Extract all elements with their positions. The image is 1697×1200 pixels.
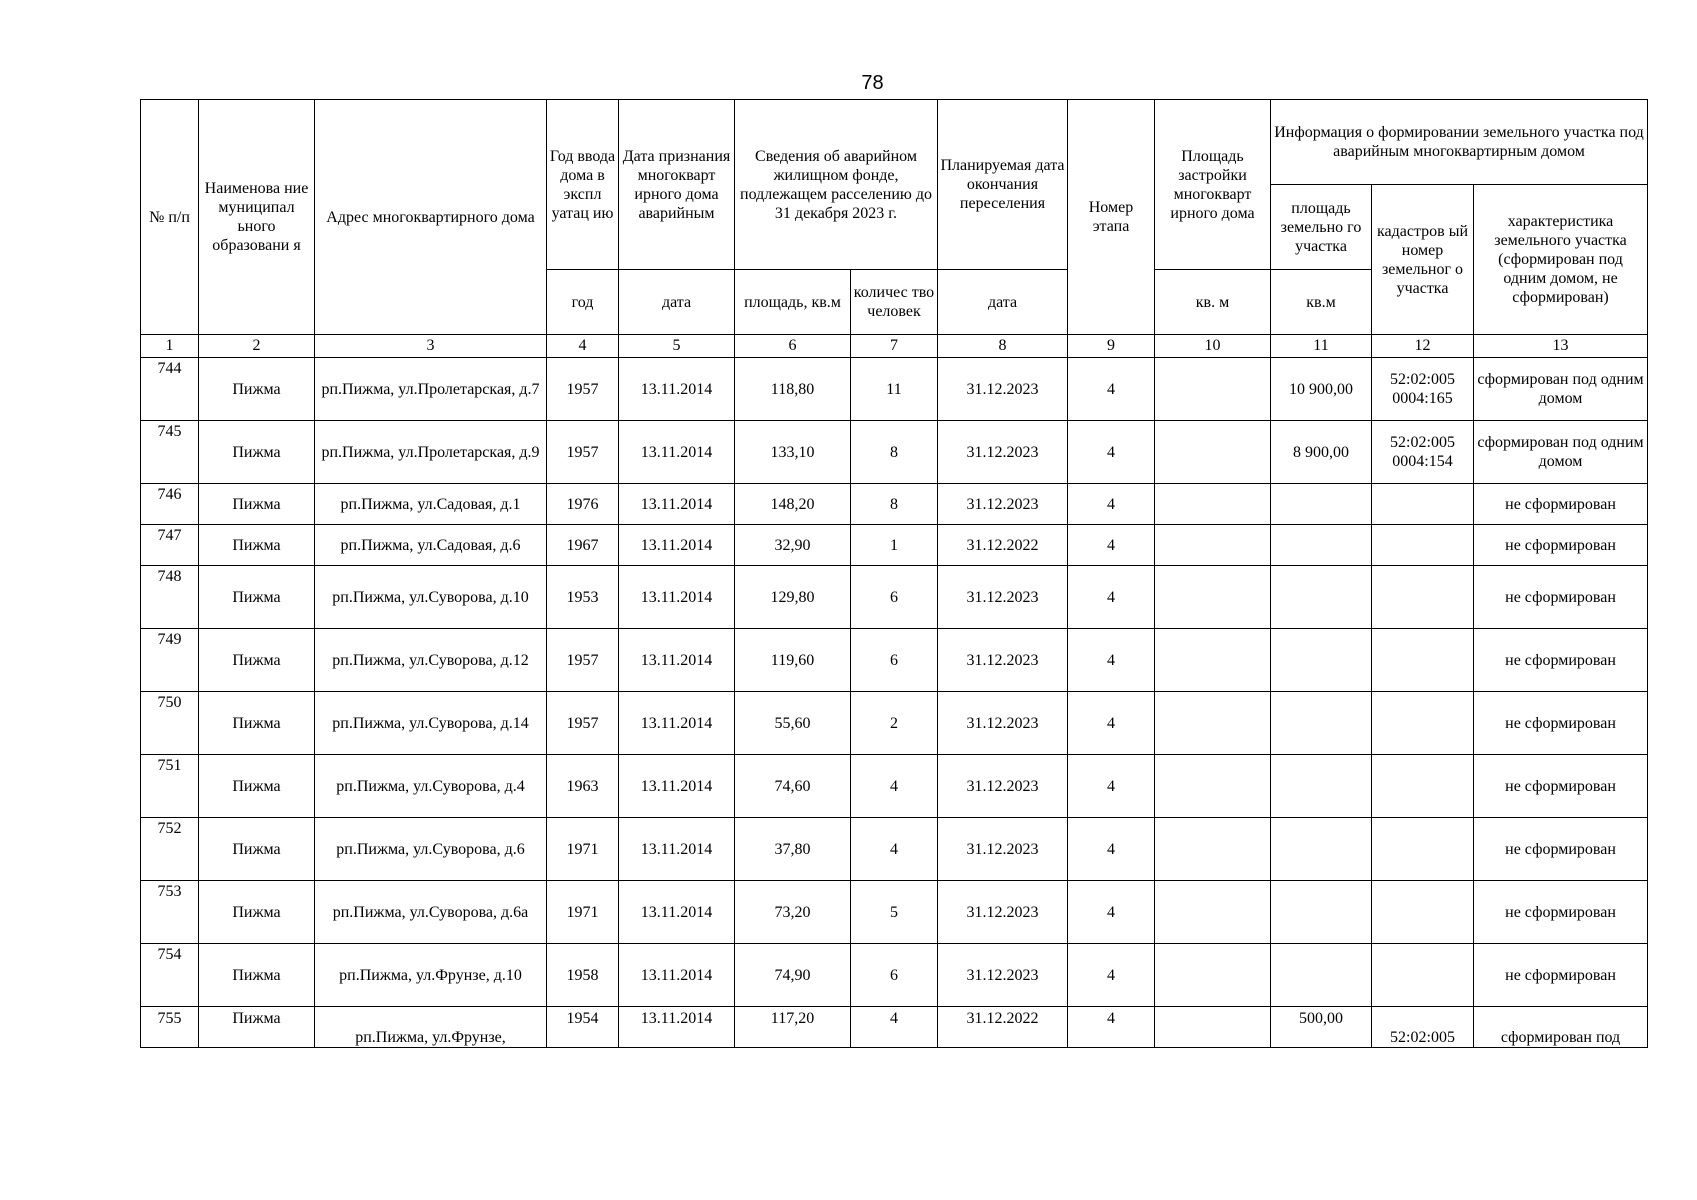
column-number: 9 xyxy=(1068,335,1155,358)
cell-date: 13.11.2014 xyxy=(619,525,735,566)
header-building-area: Площадь застройки многокварт ирного дома xyxy=(1155,100,1271,270)
cell-plan-date: 31.12.2023 xyxy=(938,818,1068,881)
page-number: 78 xyxy=(861,72,884,94)
cell-date: 13.11.2014 xyxy=(619,421,735,484)
cell-year: 1954 xyxy=(547,1007,619,1048)
column-number: 1 xyxy=(141,335,199,358)
cell-people: 5 xyxy=(851,881,938,944)
column-number: 4 xyxy=(547,335,619,358)
cell-date: 13.11.2014 xyxy=(619,755,735,818)
cell-address: рп.Пижма, ул.Пролетарская, д.9 xyxy=(315,421,547,484)
column-number: 12 xyxy=(1372,335,1474,358)
cell-year: 1957 xyxy=(547,358,619,421)
cell-number: 745 xyxy=(141,421,199,484)
cell-building-area xyxy=(1155,692,1271,755)
cell-area: 118,80 xyxy=(735,358,851,421)
table-body xyxy=(141,358,1648,1048)
cell-municipality: Пижма xyxy=(199,1007,315,1048)
column-numbers-row xyxy=(141,335,1648,358)
cell-municipality: Пижма xyxy=(199,755,315,818)
column-number: 10 xyxy=(1155,335,1271,358)
cell-number: 755 xyxy=(141,1007,199,1048)
cell-stage: 4 xyxy=(1068,566,1155,629)
cell-area: 129,80 xyxy=(735,566,851,629)
cell-stage: 4 xyxy=(1068,484,1155,525)
cell-people: 11 xyxy=(851,358,938,421)
cell-date: 13.11.2014 xyxy=(619,944,735,1007)
cell-year: 1953 xyxy=(547,566,619,629)
cell-year: 1957 xyxy=(547,421,619,484)
cell-address: рп.Пижма, ул.Суворова, д.6а xyxy=(315,881,547,944)
cell-building-area xyxy=(1155,881,1271,944)
cell-address: рп.Пижма, ул.Суворова, д.4 xyxy=(315,755,547,818)
cell-number: 744 xyxy=(141,358,199,421)
cell-cadastral: 52:02:005 0004:154 xyxy=(1372,421,1474,484)
cell-people: 2 xyxy=(851,692,938,755)
cell-address: рп.Пижма, ул.Суворова, д.12 xyxy=(315,629,547,692)
table-row xyxy=(141,421,1648,484)
cell-land-area: 8 900,00 xyxy=(1271,421,1372,484)
column-number: 5 xyxy=(619,335,735,358)
cell-characteristic: не сформирован xyxy=(1474,818,1648,881)
cell-people: 1 xyxy=(851,525,938,566)
header-land-area: площадь земельно го участка xyxy=(1271,185,1372,270)
table-row xyxy=(141,566,1648,629)
cell-building-area xyxy=(1155,629,1271,692)
cell-year: 1971 xyxy=(547,818,619,881)
cell-number: 748 xyxy=(141,566,199,629)
cell-characteristic: не сформирован xyxy=(1474,755,1648,818)
cell-plan-date: 31.12.2023 xyxy=(938,484,1068,525)
cell-stage: 4 xyxy=(1068,1007,1155,1048)
cell-characteristic: сформирован под xyxy=(1474,1007,1648,1048)
cell-land-area xyxy=(1271,692,1372,755)
cell-characteristic: не сформирован xyxy=(1474,944,1648,1007)
cell-people: 4 xyxy=(851,818,938,881)
cell-cadastral xyxy=(1372,755,1474,818)
cell-year: 1963 xyxy=(547,755,619,818)
cell-land-area xyxy=(1271,881,1372,944)
cell-plan-date: 31.12.2023 xyxy=(938,881,1068,944)
cell-building-area xyxy=(1155,566,1271,629)
cell-number: 751 xyxy=(141,755,199,818)
cell-land-area xyxy=(1271,566,1372,629)
cell-year: 1957 xyxy=(547,692,619,755)
cell-characteristic: не сформирован xyxy=(1474,525,1648,566)
table-row xyxy=(141,525,1648,566)
cell-stage: 4 xyxy=(1068,358,1155,421)
cell-stage: 4 xyxy=(1068,755,1155,818)
table-row xyxy=(141,629,1648,692)
cell-characteristic: не сформирован xyxy=(1474,692,1648,755)
cell-municipality: Пижма xyxy=(199,566,315,629)
cell-number: 747 xyxy=(141,525,199,566)
cell-characteristic: не сформирован xyxy=(1474,566,1648,629)
cell-people: 4 xyxy=(851,755,938,818)
header-year-built: Год ввода дома в экспл уатац ию xyxy=(547,100,619,270)
cell-cadastral xyxy=(1372,818,1474,881)
cell-stage: 4 xyxy=(1068,525,1155,566)
cell-date: 13.11.2014 xyxy=(619,692,735,755)
header-land-info: Информация о формировании земельного участка под аварийным многоквартирным домом xyxy=(1271,100,1648,185)
cell-people: 6 xyxy=(851,566,938,629)
cell-stage: 4 xyxy=(1068,818,1155,881)
column-number: 11 xyxy=(1271,335,1372,358)
cell-address: рп.Пижма, ул.Фрунзе, xyxy=(315,1007,547,1048)
table-row xyxy=(141,484,1648,525)
cell-plan-date: 31.12.2023 xyxy=(938,944,1068,1007)
table-row xyxy=(141,818,1648,881)
cell-area: 37,80 xyxy=(735,818,851,881)
cell-area: 74,60 xyxy=(735,755,851,818)
unit-date: дата xyxy=(619,270,735,335)
cell-cadastral xyxy=(1372,692,1474,755)
cell-stage: 4 xyxy=(1068,881,1155,944)
cell-municipality: Пижма xyxy=(199,484,315,525)
cell-people: 8 xyxy=(851,421,938,484)
cell-number: 750 xyxy=(141,692,199,755)
cell-municipality: Пижма xyxy=(199,421,315,484)
table-row xyxy=(141,358,1648,421)
cell-address: рп.Пижма, ул.Садовая, д.6 xyxy=(315,525,547,566)
header-stage: Номер этапа xyxy=(1068,100,1155,335)
cell-year: 1958 xyxy=(547,944,619,1007)
cell-date: 13.11.2014 xyxy=(619,629,735,692)
cell-building-area xyxy=(1155,818,1271,881)
cell-date: 13.11.2014 xyxy=(619,566,735,629)
cell-characteristic: не сформирован xyxy=(1474,484,1648,525)
cell-building-area xyxy=(1155,525,1271,566)
cell-address: рп.Пижма, ул.Садовая, д.1 xyxy=(315,484,547,525)
cell-plan-date: 31.12.2023 xyxy=(938,755,1068,818)
cell-number: 746 xyxy=(141,484,199,525)
header-row-number: № п/п xyxy=(141,100,199,335)
cell-date: 13.11.2014 xyxy=(619,1007,735,1048)
cell-plan-date: 31.12.2023 xyxy=(938,358,1068,421)
header-emergency-fund: Сведения об аварийном жилищном фонде, подлежащем расселению до 31 декабря 2023 г. xyxy=(735,100,938,270)
cell-address: рп.Пижма, ул.Суворова, д.14 xyxy=(315,692,547,755)
cell-building-area xyxy=(1155,484,1271,525)
cell-people: 8 xyxy=(851,484,938,525)
cell-number: 753 xyxy=(141,881,199,944)
unit-land-area: кв.м xyxy=(1271,270,1372,335)
cell-area: 148,20 xyxy=(735,484,851,525)
cell-date: 13.11.2014 xyxy=(619,881,735,944)
cell-land-area xyxy=(1271,944,1372,1007)
cell-land-area xyxy=(1271,755,1372,818)
column-number: 3 xyxy=(315,335,547,358)
cell-land-area xyxy=(1271,629,1372,692)
column-number: 2 xyxy=(199,335,315,358)
cell-area: 73,20 xyxy=(735,881,851,944)
cell-area: 32,90 xyxy=(735,525,851,566)
cell-address: рп.Пижма, ул.Пролетарская, д.7 xyxy=(315,358,547,421)
cell-year: 1971 xyxy=(547,881,619,944)
cell-number: 754 xyxy=(141,944,199,1007)
cell-plan-date: 31.12.2023 xyxy=(938,421,1068,484)
column-number: 13 xyxy=(1474,335,1648,358)
cell-area: 74,90 xyxy=(735,944,851,1007)
table-row xyxy=(141,692,1648,755)
cell-building-area xyxy=(1155,421,1271,484)
cell-stage: 4 xyxy=(1068,692,1155,755)
cell-plan-date: 31.12.2023 xyxy=(938,629,1068,692)
column-number: 7 xyxy=(851,335,938,358)
cell-land-area xyxy=(1271,525,1372,566)
cell-address: рп.Пижма, ул.Суворова, д.10 xyxy=(315,566,547,629)
table-row xyxy=(141,1007,1648,1048)
cell-building-area xyxy=(1155,358,1271,421)
cell-cadastral xyxy=(1372,484,1474,525)
column-number: 6 xyxy=(735,335,851,358)
cell-year: 1957 xyxy=(547,629,619,692)
cell-stage: 4 xyxy=(1068,421,1155,484)
cell-year: 1976 xyxy=(547,484,619,525)
housing-table xyxy=(140,99,1648,1048)
cell-stage: 4 xyxy=(1068,629,1155,692)
cell-municipality: Пижма xyxy=(199,818,315,881)
header-municipality: Наименова ние муниципал ьного образовани я xyxy=(199,100,315,335)
cell-plan-date: 31.12.2023 xyxy=(938,566,1068,629)
cell-people: 4 xyxy=(851,1007,938,1048)
cell-area: 133,10 xyxy=(735,421,851,484)
unit-area: площадь, кв.м xyxy=(735,270,851,335)
column-number: 8 xyxy=(938,335,1068,358)
header-recognition-date: Дата признания многокварт ирного дома аварийным xyxy=(619,100,735,270)
cell-cadastral xyxy=(1372,629,1474,692)
cell-people: 6 xyxy=(851,944,938,1007)
cell-cadastral: 52:02:005 0004:165 xyxy=(1372,358,1474,421)
cell-characteristic: сформирован под одним домом xyxy=(1474,358,1648,421)
cell-characteristic: не сформирован xyxy=(1474,881,1648,944)
cell-address: рп.Пижма, ул.Суворова, д.6 xyxy=(315,818,547,881)
header-planned-date: Планируемая дата окончания переселения xyxy=(938,100,1068,270)
cell-land-area: 500,00 xyxy=(1271,1007,1372,1048)
cell-cadastral: 52:02:005 xyxy=(1372,1007,1474,1048)
cell-stage: 4 xyxy=(1068,944,1155,1007)
unit-plan-date: дата xyxy=(938,270,1068,335)
unit-people: количес тво человек xyxy=(851,270,938,335)
cell-number: 749 xyxy=(141,629,199,692)
header-address: Адрес многоквартирного дома xyxy=(315,100,547,335)
cell-land-area: 10 900,00 xyxy=(1271,358,1372,421)
cell-plan-date: 31.12.2023 xyxy=(938,692,1068,755)
cell-characteristic: сформирован под одним домом xyxy=(1474,421,1648,484)
cell-building-area xyxy=(1155,755,1271,818)
cell-municipality: Пижма xyxy=(199,358,315,421)
cell-land-area xyxy=(1271,484,1372,525)
cell-area: 55,60 xyxy=(735,692,851,755)
cell-cadastral xyxy=(1372,944,1474,1007)
table-row xyxy=(141,944,1648,1007)
cell-municipality: Пижма xyxy=(199,944,315,1007)
table-row xyxy=(141,881,1648,944)
cell-plan-date: 31.12.2022 xyxy=(938,525,1068,566)
cell-area: 117,20 xyxy=(735,1007,851,1048)
header-land-characteristic: характеристика земельного участка (сформирован под одним домом, не сформирован) xyxy=(1474,185,1648,335)
cell-building-area xyxy=(1155,1007,1271,1048)
table-header xyxy=(141,100,1648,358)
cell-municipality: Пижма xyxy=(199,692,315,755)
cell-year: 1967 xyxy=(547,525,619,566)
unit-year: год xyxy=(547,270,619,335)
cell-number: 752 xyxy=(141,818,199,881)
cell-characteristic: не сформирован xyxy=(1474,629,1648,692)
header-cadastral-number: кадастров ый номер земельног о участка xyxy=(1372,185,1474,335)
cell-date: 13.11.2014 xyxy=(619,484,735,525)
cell-date: 13.11.2014 xyxy=(619,818,735,881)
cell-municipality: Пижма xyxy=(199,881,315,944)
cell-municipality: Пижма xyxy=(199,629,315,692)
table-row xyxy=(141,755,1648,818)
cell-municipality: Пижма xyxy=(199,525,315,566)
cell-cadastral xyxy=(1372,566,1474,629)
cell-plan-date: 31.12.2022 xyxy=(938,1007,1068,1048)
cell-address: рп.Пижма, ул.Фрунзе, д.10 xyxy=(315,944,547,1007)
unit-building-area: кв. м xyxy=(1155,270,1271,335)
cell-building-area xyxy=(1155,944,1271,1007)
cell-land-area xyxy=(1271,818,1372,881)
cell-people: 6 xyxy=(851,629,938,692)
cell-area: 119,60 xyxy=(735,629,851,692)
cell-cadastral xyxy=(1372,881,1474,944)
cell-cadastral xyxy=(1372,525,1474,566)
cell-date: 13.11.2014 xyxy=(619,358,735,421)
